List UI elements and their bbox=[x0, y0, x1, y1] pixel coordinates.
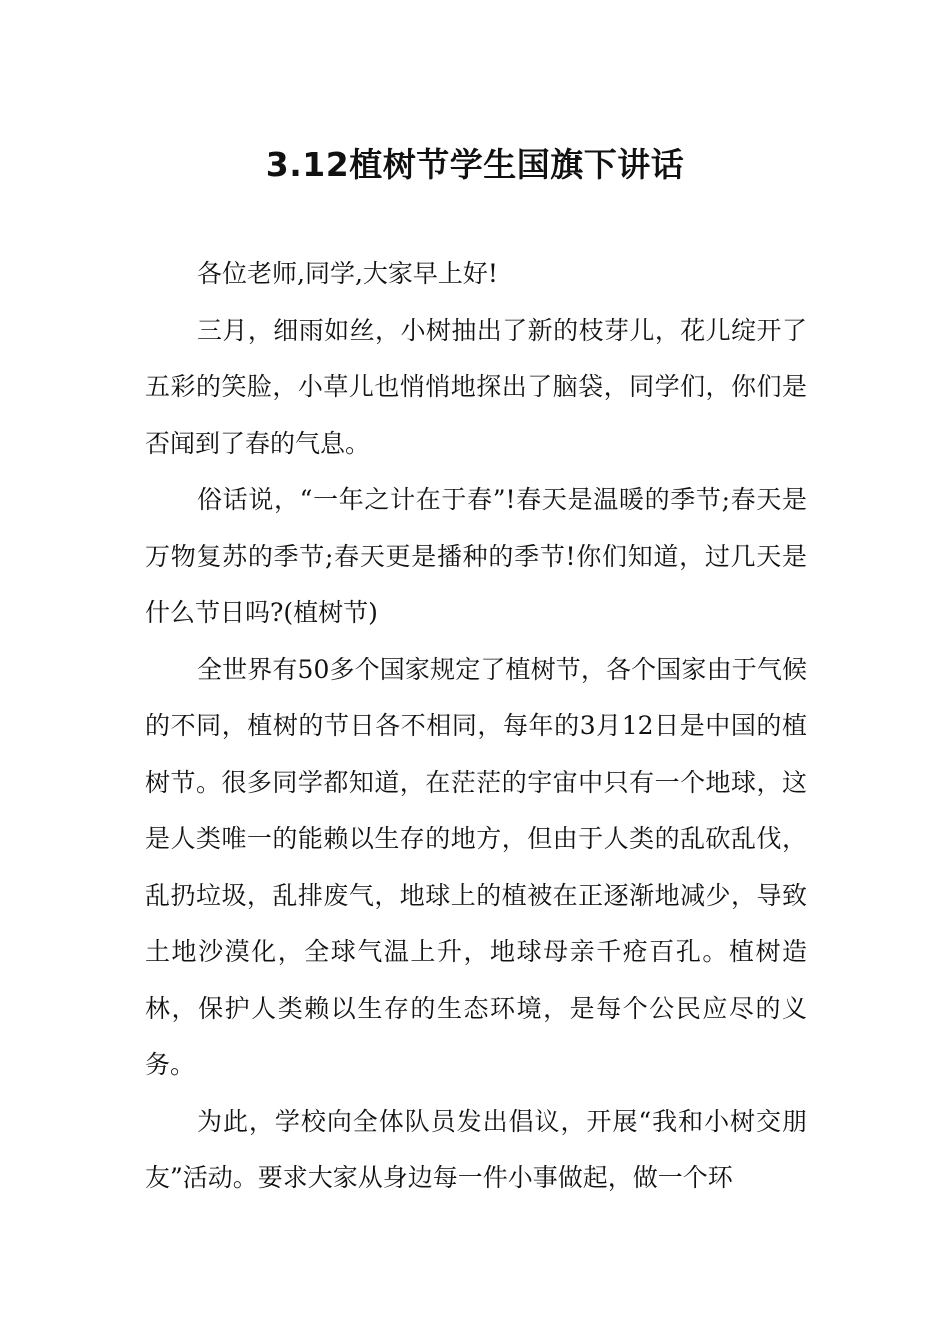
paragraph-proverb: 俗话说，“一年之计在于春”!春天是温暖的季节;春天是万物复苏的季节;春天更是播种的季节!你们知道，过几天是什么节日吗?(植树节) bbox=[145, 485, 807, 627]
paragraph-arbor-day: 全世界有50多个国家规定了植树节，各个国家由于气候的不同，植树的节日各不相同，每年的3月12日是中国的植树节。很多同学都知道，在茫茫的宇宙中只有一个地球，这是人类唯一的能赖以生存的地方，但由于人类的乱砍乱伐，乱扔垃圾，乱排废气，地球上的植被在正逐渐地减少，导致土地沙漠化，全球气温上升，地球母亲千疮百孔。植树造林，保护人类赖以生存的生态环境，是每个公民应尽的义务。 bbox=[145, 654, 807, 1079]
paragraph-spring: 三月，细雨如丝，小树抽出了新的枝芽儿，花儿绽开了五彩的笑脸，小草儿也悄悄地探出了脑袋，同学们，你们是否闻到了春的气息。 bbox=[145, 315, 807, 458]
page-title: 3.12植树节学生国旗下讲话 bbox=[265, 145, 685, 185]
paragraph-initiative: 为此，学校向全体队员发出倡议，开展“我和小树交朋友”活动。要求大家从身边每一件小事做起，做一个环 bbox=[145, 1106, 807, 1192]
speech-body bbox=[145, 246, 807, 1207]
paragraph-greeting: 各位老师,同学,大家早上好! bbox=[197, 259, 498, 288]
